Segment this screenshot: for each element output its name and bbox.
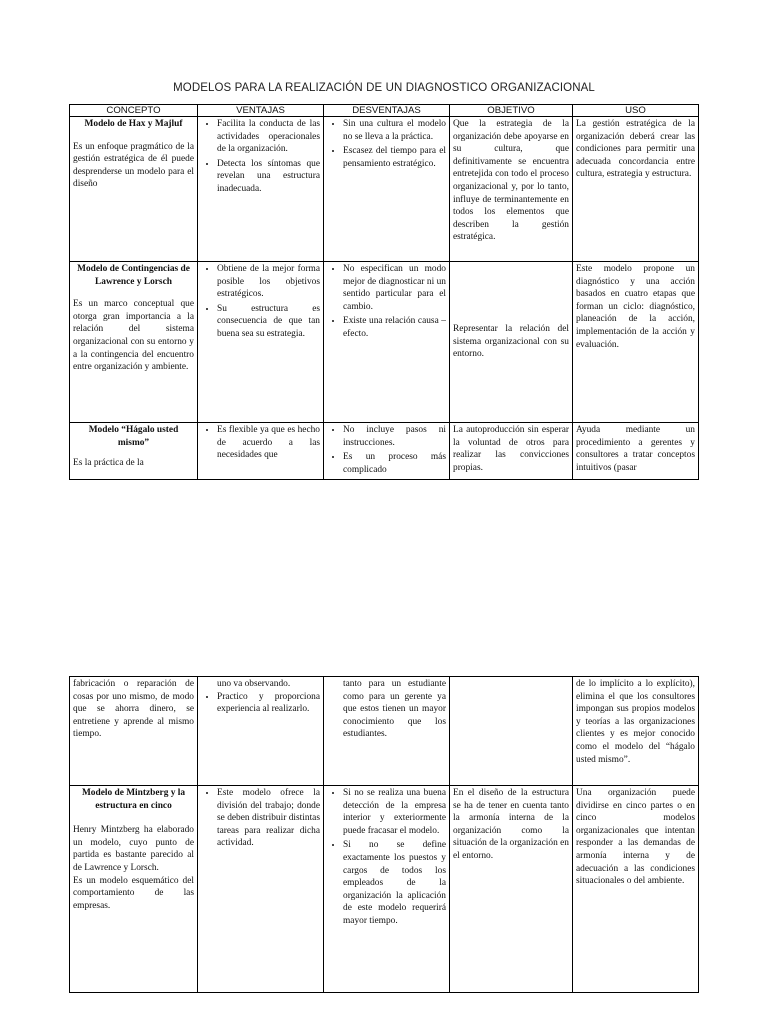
model-name: Modelo de Contingencias de Lawrence y Lorsch [77, 264, 190, 287]
uso-cell: Una organización puede dividirse en cinco partes o en cinco modelos organizacionales que intentan responder a las demandas de armonía interna y de adecuación a las condiciones situacionales o del ambiente. [573, 786, 699, 993]
desventajas-cell [324, 423, 450, 480]
concept-text: Es la práctica de la [73, 458, 144, 469]
ventajas-cell [198, 117, 324, 262]
concept-text: Es un modelo esquemático del comportamiento de las empresas. [73, 875, 194, 911]
list-item: • Existe una relación causa – efecto. [343, 315, 446, 340]
model-name: Modelo de Hax y Majluf [84, 119, 183, 129]
list-item: • Su estructura es consecuencia de que tan buena sea su estrategia. [217, 303, 320, 341]
concept-text: Es un marco conceptual que otorga gran importancia a la relación del sistema organizacional con su entorno y a la contingencia del encuentro entre organización y ambiente. [73, 299, 194, 373]
concept-text: Henry Mintzberg ha elaborado un modelo, cuyo punto de partida es bastante parecido al de Lawrence y Lorsch. [73, 825, 194, 873]
list-item: • Obtiene de la mejor forma posible los objetivos estratégicos. [217, 263, 320, 301]
list-item: • Si no se define exactamente los puestos y cargos de todos los empleados de la organización la aplicación de este modelo requerirá mayor tiempo. [343, 839, 446, 927]
list-item: • Escasez del tiempo para el pensamiento estratégico. [343, 145, 446, 170]
ventajas-cell [198, 786, 324, 993]
uso-cell: Este modelo propone un diagnóstico y una acción basados en cuatro etapas que forman un ciclo: diagnóstico, planeación de la acción, implementación de la acción y evaluación. [573, 262, 699, 423]
list-item: • Sin una cultura el modelo no se lleva a la práctica. [343, 118, 446, 143]
header-objetivo: OBJETIVO [450, 105, 573, 117]
ventajas-cell [198, 677, 324, 786]
concept-cell [70, 262, 198, 423]
list-item: • No incluye pasos ni instrucciones. [343, 424, 446, 449]
table-header-row [70, 105, 699, 117]
uso-cell: Ayuda mediante un procedimiento a gerentes y consultores a tratar conceptos intuitivos (pasar [573, 423, 699, 480]
concept-cell [70, 423, 198, 480]
desventajas-cell [324, 677, 450, 786]
header-uso: USO [573, 105, 699, 117]
objetivo-cell: La autoproducción sin esperar la voluntad de otros para realizar las convicciones propias. [450, 423, 573, 480]
uso-cell: de lo implícito a lo explícito), elimina el que los consultores impongan sus propios modelos y teorías a las organizaciones clientes y es mejor conocido como el modelo del “hágalo usted mismo”. [573, 677, 699, 786]
table-row [70, 117, 699, 262]
header-concepto: CONCEPTO [70, 105, 198, 117]
objetivo-cell: Representar la relación del sistema organizacional con su entorno. [450, 262, 573, 423]
concept-cell [70, 786, 198, 993]
list-item: • Detecta los síntomas que revelan una estructura inadecuada. [217, 158, 320, 196]
concept-text: Es un enfoque pragmático de la gestión estratégica de él puede desprenderse un modelo para el diseño [73, 141, 194, 190]
page-title: MODELOS PARA LA REALIZACIÓN DE UN DIAGNOSTICO ORGANIZACIONAL [173, 82, 595, 94]
header-desventajas: DESVENTAJAS [324, 105, 450, 117]
desventajas-cell [324, 262, 450, 423]
concept-cell: fabricación o reparación de cosas por uno mismo, de modo que se ahorra dinero, se entretiene y aprende al mismo tiempo. [70, 677, 198, 786]
table-row [70, 786, 699, 993]
list-item: • No especifican un modo mejor de diagnosticar ni un sentido particular para el cambio. [343, 263, 446, 313]
uso-cell: La gestión estratégica de la organización deberá crear las condiciones para permitir una adecuada concordancia entre cultura, estrategia y estructura. [573, 117, 699, 262]
ventajas-cell [198, 423, 324, 480]
header-ventajas: VENTAJAS [198, 105, 324, 117]
objetivo-cell: Que la estrategia de la organización debe apoyarse en su cultura, que definitivamente se encuentra entretejida con todo el proceso organizacional y, por lo tanto, influye de terminantemente en todos los elementos que describen la gestión estratégica. [450, 117, 573, 262]
list-item: • Es flexible ya que es hecho de acuerdo a las necesidades que [217, 424, 320, 462]
list-item: • Es un proceso más complicado [343, 451, 446, 476]
desventajas-cell [324, 786, 450, 993]
list-item: • Si no se realiza una buena detección de la empresa interior y exteriormente puede fracasar el modelo. [343, 787, 446, 837]
model-name: Modelo de Mintzberg y la estructura en cinco [81, 788, 186, 811]
desventajas-continuation: tanto para un estudiante como para un gerente ya que estos tienen un mayor conocimiento que los estudiantes. [343, 679, 446, 740]
list-item: • Este modelo ofrece la división del trabajo; donde se deben distribuir distintas tareas para realizar dicha actividad. [217, 787, 320, 850]
objetivo-cell: En el diseño de la estructura se ha de tener en cuenta tanto la armonía interna de la organización como la situación de la organización en el entorno. [450, 786, 573, 993]
table-row [70, 677, 699, 786]
models-table-part1 [69, 104, 699, 480]
table-row [70, 262, 699, 423]
table-row [70, 423, 699, 480]
list-item: • Facilita la conducta de las actividades operacionales de la organización. [217, 118, 320, 156]
models-table-part2 [69, 676, 699, 993]
desventajas-cell [324, 117, 450, 262]
ventajas-cell [198, 262, 324, 423]
list-item: • Practico y proporciona experiencia al realizarlo. [217, 691, 320, 716]
concept-cell [70, 117, 198, 262]
ventajas-continuation: uno va observando. [217, 679, 291, 689]
model-name: Modelo “Hágalo usted mismo” [88, 425, 179, 448]
objetivo-cell [450, 677, 573, 786]
